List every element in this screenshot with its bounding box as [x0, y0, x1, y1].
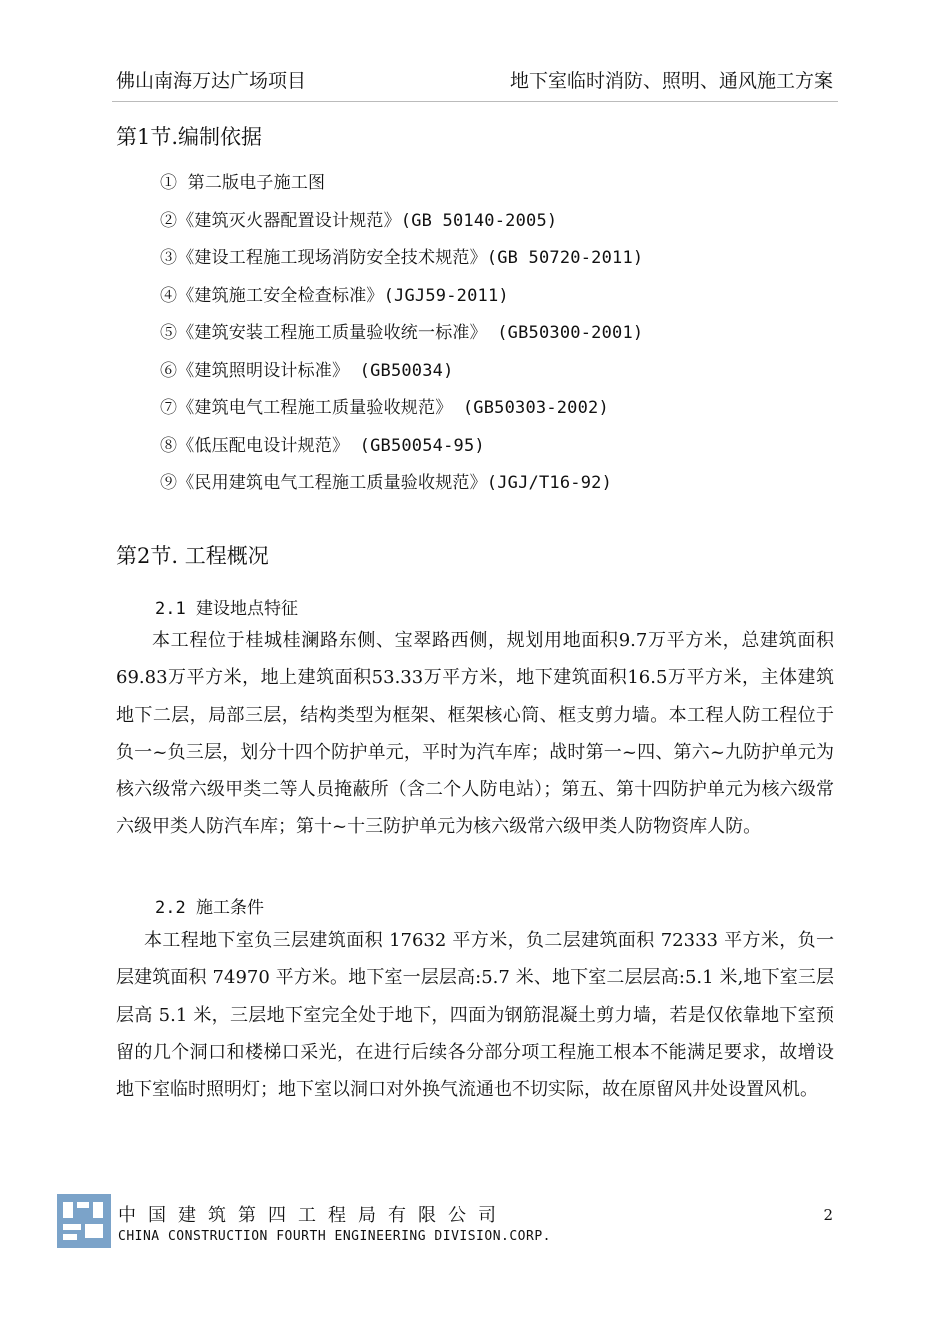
company-logo-icon	[57, 1194, 111, 1248]
reference-item: ⑤《建筑安装工程施工质量验收统一标准》 (GB50300-2001)	[160, 323, 644, 343]
reference-item: ⑦《建筑电气工程施工质量验收规范》 (GB50303-2002)	[160, 398, 609, 418]
construction-conditions-paragraph: 本工程地下室负三层建筑面积 17632 平方米，负二层建筑面积 72333 平方米，负一层建筑面积 74970 平方米。地下室一层层高:5.7 米、地下室二层层高:5.1 米,地下室三层层高 5.1 米，三层地下室完全处于地下，四面为钢筋混凝土剪力墙，若是仅依靠地下室预留的几个洞口和楼梯口采光，在进行后续各分部分项工程施工根本不能满足要求，故增设地下室临时照明灯；地下室以洞口对外换气流通也不切实际，故在原留风井处设置风机。	[116, 930, 834, 1101]
page-number: 2	[823, 1206, 833, 1224]
header-divider	[112, 101, 838, 102]
header-document-title: 地下室临时消防、照明、通风施工方案	[509, 70, 833, 92]
reference-item: ③《建设工程施工现场消防安全技术规范》(GB 50720-2011)	[160, 248, 644, 268]
reference-item: ⑨《民用建筑电气工程施工质量验收规范》(JGJ/T16-92)	[160, 473, 613, 493]
footer-company-name-en: CHINA CONSTRUCTION FOURTH ENGINEERING DIVISION.CORP.	[118, 1229, 551, 1244]
site-characteristics-paragraph: 本工程位于桂城桂澜路东侧、宝翠路西侧，规划用地面积9.7万平方米，总建筑面积69.83万平方米，地上建筑面积53.33万平方米，地下建筑面积16.5万平方米，主体建筑地下二层，局部三层，结构类型为框架、框架核心筒、框支剪力墙。本工程人防工程位于负一~负三层，划分十四个防护单元，平时为汽车库；战时第一~四、第六~九防护单元为核六级常六级甲类二等人员掩蔽所（含二个人防电站）；第五、第十四防护单元为核六级常六级甲类人防汽车库；第十~十三防护单元为核六级常六级甲类人防物资库人防。	[116, 630, 834, 838]
subsection-2-2-heading: 2.2 施工条件	[155, 898, 264, 918]
reference-item: ⑥《建筑照明设计标准》 (GB50034)	[160, 360, 454, 381]
reference-item: ④《建筑施工安全检查标准》(JGJ59-2011)	[160, 285, 509, 306]
footer-company-name-cn: 中国建筑第四工程局有限公司	[118, 1205, 508, 1226]
header-project-name: 佛山南海万达广场项目	[116, 70, 307, 92]
subsection-2-1-heading: 2.1 建设地点特征	[155, 599, 298, 619]
reference-list	[160, 170, 643, 508]
reference-item: ① 第二版电子施工图	[160, 173, 326, 193]
reference-item: ⑧《低压配电设计规范》 (GB50054-95)	[160, 435, 485, 456]
section-1-title: 第1节.编制依据	[116, 125, 263, 149]
reference-item: ②《建筑灭火器配置设计规范》(GB 50140-2005)	[160, 210, 558, 231]
section-2-title: 第2节. 工程概况	[116, 544, 269, 568]
